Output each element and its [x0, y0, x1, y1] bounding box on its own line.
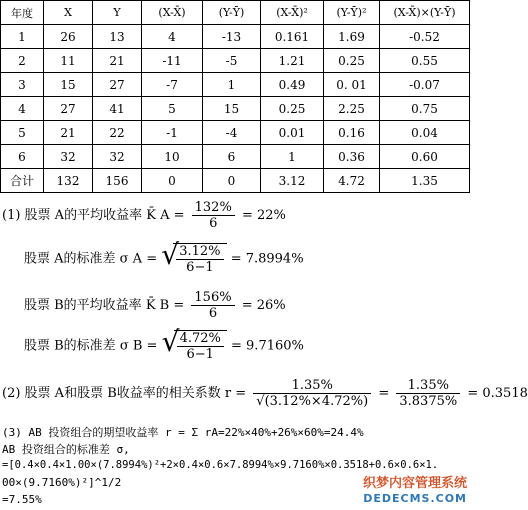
table-cell: 132 [44, 169, 93, 193]
table-cell: 0.75 [380, 97, 470, 121]
table-cell: 32 [44, 145, 93, 169]
table-cell: 1.69 [324, 25, 380, 49]
header-cell: (X-X̄)² [261, 1, 324, 25]
table-cell: 26 [44, 25, 93, 49]
sd-b-label: 股票 B的标准差 σ B [24, 338, 143, 354]
header-cell: Y [93, 1, 142, 25]
fraction-numerator: 4.72% [177, 331, 224, 347]
table-cell: 合计 [1, 169, 44, 193]
table-cell: 0 [142, 169, 203, 193]
table-cell: 0 [203, 169, 261, 193]
table-cell: 3 [1, 73, 44, 97]
sd-b-formula: 股票 B的标准差 σ B = √ $\frac{4.72\%}{6-1}$ = 9.7160% [24, 325, 304, 362]
fraction-numerator: 156% [191, 290, 234, 306]
header-cell: (Y-Ȳ)² [324, 1, 380, 25]
fraction-denominator: 6−1 [186, 260, 214, 275]
portfolio-sd-formula-1: =[0.4×0.4×1.00×(7.8994%)²+2×0.4×0.6×7.8994%×9.7160%×0.3518+0.6×0.6×1. [2, 459, 439, 471]
mean-a-result: = 22% [241, 208, 286, 223]
table-cell: 156 [93, 169, 142, 193]
table-cell: -11 [142, 49, 203, 73]
watermark-text: 织梦内容管理系统 [362, 476, 467, 491]
table-cell: 15 [203, 97, 261, 121]
table-cell: 27 [93, 73, 142, 97]
table-cell: -7 [142, 73, 203, 97]
mean-b-result: = 26% [241, 298, 286, 313]
table-cell: -13 [203, 25, 261, 49]
table-cell: -0.07 [380, 73, 470, 97]
fraction-denominator: 6 [208, 306, 218, 321]
mean-a-symbol: K̄ A [146, 208, 170, 223]
table-cell: 0.01 [261, 121, 324, 145]
mean-a-formula: (1) 股票 A的平均收益率 K̄ A = $\frac{132\%}{6}$ = 22% [2, 200, 286, 231]
table-cell: 1 [1, 25, 44, 49]
correlation-formula: (2) 股票 A和股票 B收益率的相关系数 r = $\frac{1.35\%}{√(3.12\%\times 4.72\%)}$ = $\frac{1.35\%}{3.8375\%}$ = 0.3518 [2, 378, 528, 409]
portfolio-sd-formula-2: 00×(9.7160%)²]^1/2 [2, 476, 122, 489]
fraction-numerator: 1.35% [396, 378, 460, 394]
table-cell: 22 [93, 121, 142, 145]
table-cell: 3.12 [261, 169, 324, 193]
header-cell: X [44, 1, 93, 25]
correlation-result: = 0.3518 [467, 386, 528, 401]
correlation-label: (2) 股票 A和股票 B收益率的相关系数 r [2, 386, 232, 401]
table-row [1, 145, 470, 169]
portfolio-return-line: (3) AB 投资组合的期望收益率 r = Σ rA=22%×40%+26%×60%=24.4% [2, 426, 364, 439]
portfolio-sd-label: AB 投资组合的标准差 σ, [2, 443, 130, 456]
fraction-numerator: 132% [192, 200, 235, 216]
table-cell: 41 [93, 97, 142, 121]
fraction-denominator: 6−1 [186, 347, 214, 362]
table-cell: 0.16 [324, 121, 380, 145]
table-cell: 6 [1, 145, 44, 169]
table-cell: 0.36 [324, 145, 380, 169]
table-row [1, 73, 470, 97]
portfolio-sd-result: =7.55% [2, 493, 42, 506]
table-cell: 0.25 [261, 97, 324, 121]
table-cell: 6 [203, 145, 261, 169]
mean-a-fraction [192, 200, 235, 231]
table-cell: 4 [142, 25, 203, 49]
table-header-row [1, 1, 470, 25]
table-cell: 21 [44, 121, 93, 145]
sd-b-result: = 9.7160% [231, 338, 304, 354]
table-cell: 0.60 [380, 145, 470, 169]
table-cell: 1.35 [380, 169, 470, 193]
table-cell: -1 [142, 121, 203, 145]
table-cell: -4 [203, 121, 261, 145]
table-cell: 5 [1, 121, 44, 145]
table-row [1, 97, 470, 121]
table-cell: 0.25 [324, 49, 380, 73]
fraction-numerator: 3.12% [176, 244, 223, 260]
watermark-logo [363, 476, 467, 506]
data-table [0, 0, 470, 193]
sd-a-fraction [176, 244, 223, 275]
table-cell: 1.21 [261, 49, 324, 73]
table-cell: 0.49 [261, 73, 324, 97]
table-cell: 2 [1, 49, 44, 73]
table-cell: 5 [142, 97, 203, 121]
header-cell: (X-X̄) [142, 1, 203, 25]
table-row [1, 121, 470, 145]
fraction-numerator: 1.35% [253, 378, 371, 394]
table-cell: 32 [93, 145, 142, 169]
table-cell: 1 [203, 73, 261, 97]
mean-a-label: (1) 股票 A的平均收益率 [2, 208, 143, 223]
table-cell: 27 [44, 97, 93, 121]
mean-b-fraction [191, 290, 234, 321]
table-cell: 15 [44, 73, 93, 97]
sd-a-formula: 股票 A的标准差 σ A = √ $\frac{3.12\%}{6-1}$ = 7.8994% [24, 238, 304, 275]
table-row [1, 49, 470, 73]
table-cell: 13 [93, 25, 142, 49]
sd-b-fraction [177, 331, 224, 362]
sd-a-result: = 7.8994% [230, 251, 304, 267]
header-cell: 年度 [1, 1, 44, 25]
sd-a-label: 股票 A的标准差 σ A [24, 251, 143, 267]
watermark-domain: DEDECMS.COM [363, 492, 467, 505]
table-cell: -5 [203, 49, 261, 73]
fraction-denominator: 3.8375% [399, 394, 458, 409]
correlation-fraction-2 [396, 378, 460, 409]
mean-b-formula: 股票 B的平均收益率 K̄ B = $\frac{156\%}{6}$ = 26% [24, 290, 286, 321]
table-cell: 0.161 [261, 25, 324, 49]
table-cell: 4.72 [324, 169, 380, 193]
table-cell: 11 [44, 49, 93, 73]
fraction-denominator: √(3.12%×4.72%) [256, 394, 369, 409]
table-cell: 10 [142, 145, 203, 169]
header-cell: (Y-Ȳ) [203, 1, 261, 25]
table-row [1, 25, 470, 49]
table-cell: 0. 01 [324, 73, 380, 97]
table-cell: 0.55 [380, 49, 470, 73]
table-cell: 0.04 [380, 121, 470, 145]
table-cell: 21 [93, 49, 142, 73]
table-cell: 4 [1, 97, 44, 121]
table-cell: 2.25 [324, 97, 380, 121]
table-cell: 1 [261, 145, 324, 169]
table-total-row [1, 169, 470, 193]
table-cell: -0.52 [380, 25, 470, 49]
correlation-fraction-1 [253, 378, 371, 409]
sqrt-icon: √ $\frac{4.72\%}{6-1}$ [162, 330, 227, 362]
mean-b-label: 股票 B的平均收益率 [24, 298, 142, 313]
mean-b-symbol: K̄ B [145, 298, 170, 313]
sqrt-icon: √ $\frac{3.12\%}{6-1}$ [161, 243, 226, 275]
fraction-denominator: 6 [209, 216, 218, 231]
header-cell: (X-X̄)×(Y-Ȳ) [380, 1, 470, 25]
